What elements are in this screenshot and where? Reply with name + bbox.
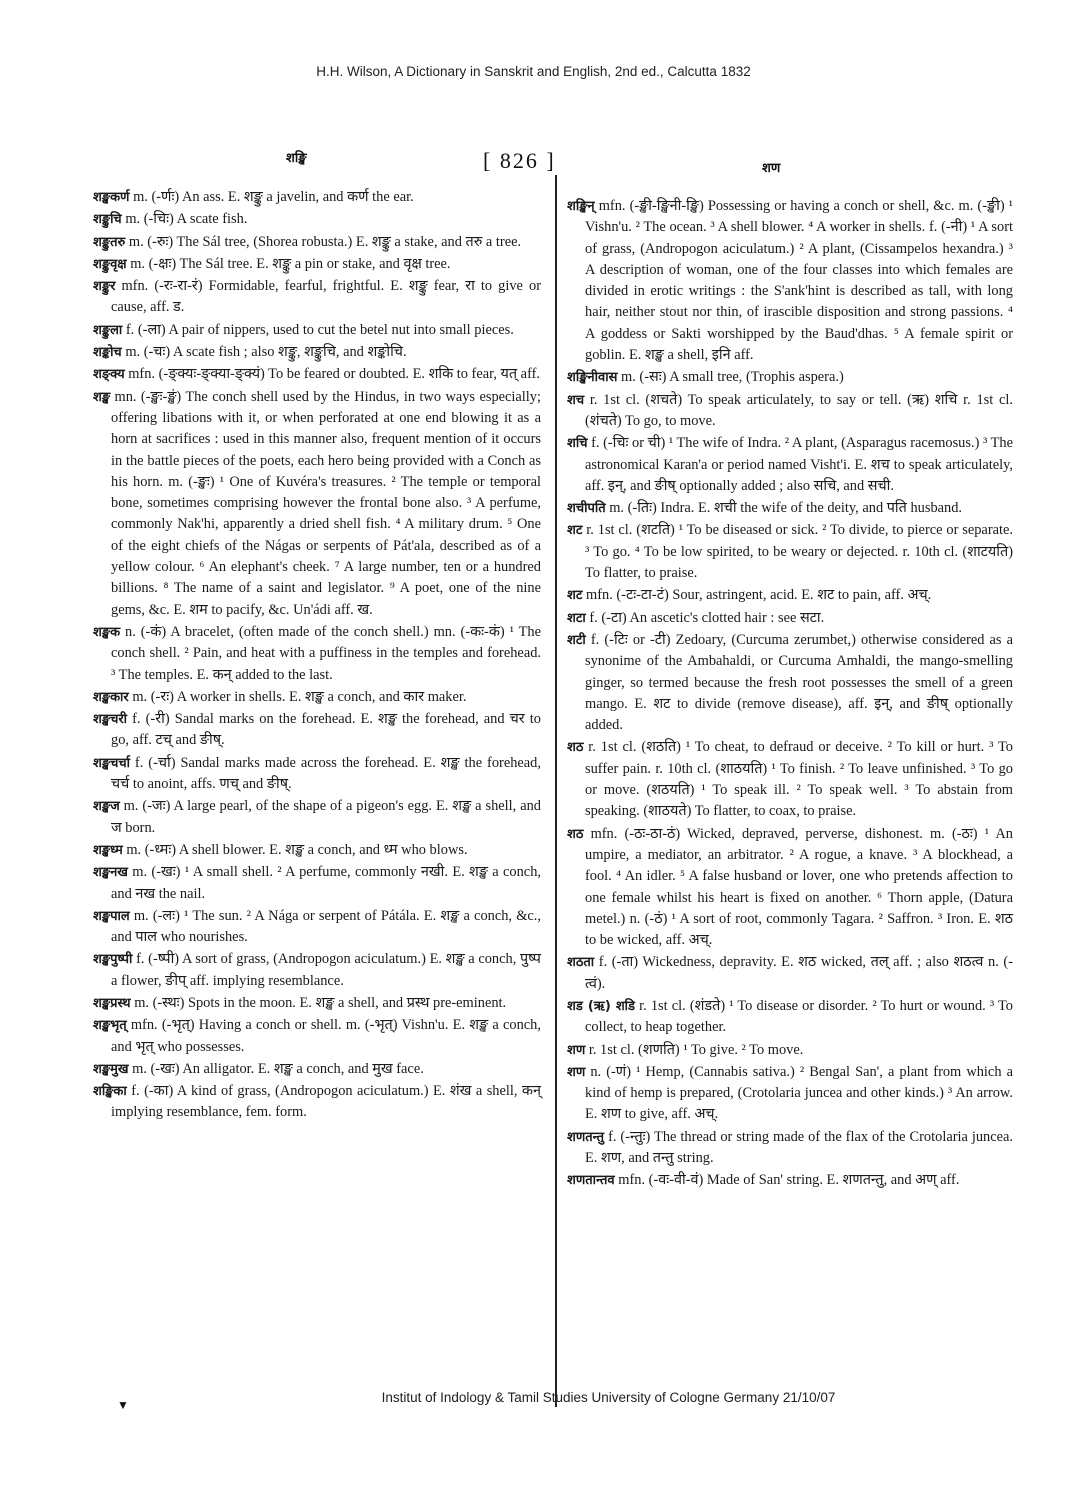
dictionary-entry (567, 952, 1013, 995)
dictionary-entry (567, 1040, 1013, 1061)
dictionary-entry (567, 585, 1013, 606)
dictionary-entry (93, 753, 541, 796)
headword: शङ्खभृत् (93, 1018, 127, 1034)
dictionary-entry (567, 737, 1013, 822)
ink-mark-icon: ▼ (117, 1398, 129, 1412)
definition: mfn. (-टः-टा-टं) Sour, astringent, acid. E. शट to pain, aff. अच्. (586, 587, 932, 604)
headword: शटी (567, 632, 586, 648)
source-caption: H.H. Wilson, A Dictionary in Sanskrit and English, 2nd ed., Calcutta 1832 (316, 64, 751, 79)
dictionary-entry (567, 498, 1013, 519)
headword: शङ्खध्म (93, 842, 123, 858)
headword: शणतान्तव (567, 1173, 615, 1189)
dictionary-entry (567, 630, 1013, 736)
column-divider (555, 175, 557, 1407)
dictionary-entry (93, 622, 541, 686)
headword: शङ्खकार (93, 689, 129, 705)
headword: शठ (567, 826, 584, 842)
definition: f. (-टा) An ascetic's clotted hair : see सटा. (589, 609, 825, 626)
headword: शङ्ख (93, 389, 111, 405)
definition: m. (-चः) A scate fish ; also शङ्कु, शङ्कुचि, and शङ्कोचि. (125, 344, 407, 361)
definition: f. (-री) Sandal marks on the forehead. E. शङ्ख the forehead, and चर to go, aff. टच् and ङीष्. (111, 711, 541, 749)
definition: m. (-रः) A worker in shells. E. शङ्ख a conch, and कार maker. (132, 688, 467, 705)
headword: शङ्क्य (93, 367, 125, 383)
headword: शङ्खज (93, 799, 120, 815)
definition: mfn. (-ठः-ठा-ठं) Wicked, depraved, perverse, dishonest. m. (-ठः) ¹ An umpire, a mediator, an arbitrator. ² A rogue, a knave. ³ A blockhead, a fool. ⁴ An idler. ⁵ A false husband or lover, one who pretends affection to one female whilst his heart is fixed on another. ⁶ Thorn apple, (Datura metel.) n. (-ठं) ¹ A sort of root, commonly Tagara. ² Saffron. ³ Iron. E. शठ to be wicked, aff. अच्. (585, 825, 1013, 949)
definition: m. (-जः) A large pearl, of the shape of a pigeon's egg. E. शङ्ख a shell, and ज born. (111, 798, 541, 836)
headword: शङ्खमुख (93, 1061, 129, 1077)
definition: m. (-रुः) The Sál tree, (Shorea robusta.) E. शङ्कु a stake, and तरु a tree. (128, 233, 522, 250)
headword: शङ्खचरी (93, 712, 128, 728)
definition: n. (-कं) A bracelet, (often made of the conch shell.) mn. (-कः-कं) ¹ The conch shell. ² Pain, and heat with a puffiness in the temples and forehead. ³ The temples. E. कन् added to the last. (111, 623, 541, 683)
definition: m. (-तिः) Indra. E. शची the wife of the deity, and पति husband. (609, 500, 963, 517)
headword: शण (567, 1042, 586, 1058)
headword: शङ्कुवृक्ष (93, 256, 127, 272)
headword: शङ्खिनीवास (567, 370, 618, 386)
dictionary-entry (93, 687, 541, 708)
definition: f. (-ष्पी) A sort of grass, (Andropogon aciculatum.) E. शङ्ख a conch, पुष्प a flower, ङीप् aff. implying resemblance. (111, 951, 541, 989)
definition: m. (-खः) An alligator. E. शङ्ख a conch, and मुख face. (132, 1060, 424, 1077)
headword: शट (567, 523, 583, 539)
headword: शणतन्तु (567, 1129, 605, 1145)
definition: f. (-टिः or -टी) Zedoary, (Curcuma zerumbet,) otherwise considered as a synonime of the Ambahaldi, or Curcuma Amhaldi, the mango-smelling ginger, so termed because the fresh root possesses the smell of a green mango. E. शट to divide (remove disease), aff. इन्, and ङीष् optionally added. (585, 631, 1013, 734)
headword: शङ्खपाल (93, 908, 130, 924)
definition: m. (-स्थः) Spots in the moon. E. शङ्ख a shell, and प्रस्थ pre-eminent. (134, 994, 507, 1011)
definition: r. 1st cl. (शठति) ¹ To cheat, to defraud or deceive. ² To kill or hurt. ³ To suffer pain. r. 10th cl. (शाठयति) ¹ To finish. ² To leave unfinished. ³ To go or move. (शठयति) ¹ To speak ill. ² To speak well. ³ To abstain from speaking. (शाठयते) To flatter, to coax, to praise. (585, 739, 1013, 820)
definition: m. (-सः) A small tree, (Trophis aspera.) (621, 369, 844, 386)
definition: mn. (-ङ्खः-ङ्खं) The conch shell used by the Hindus, in two ways especially; offering libations with it, or when perforated at one end blowing it as a horn at sacrifices : used in this manner also, frequent mention of it occurs in the battle pieces of the poets, each hero being provided with a Conch as his horn. m. (-ङ्खः) ¹ One of Kuvéra's treasures. ² The temple or temporal bone, sometimes comprising however the frontal bone also. ³ A perfume, commonly Nak'hi, apparently a dried shell fish. ⁴ A military drum. ⁵ One of the eight chiefs of the Nágas or serpents of Pát'ala, described as of a yellow colour. ⁶ An elephant's cheek. ⁷ A large number, ten or a hundred billions. ⁸ The name of a saint and legislator. ⁹ A poet, one of the nine gems, &c. E. शम to pacify, &c. Un'ádi aff. ख. (111, 388, 541, 618)
headword: शङ्खचर्चा (93, 755, 130, 771)
definition: f. (-र्चा) Sandal marks made across the forehead. E. शङ्ख the forehead, चर्च to anoint, affs. णच् and ङीष्. (111, 754, 541, 793)
dictionary-entry (567, 1062, 1013, 1126)
headword: शच (567, 392, 585, 408)
page-number: [ 826 ] (483, 148, 556, 173)
headword: शङ्कुचि (93, 212, 122, 228)
dictionary-entry (567, 1127, 1013, 1170)
definition: f. (-ता) Wickedness, depravity. E. शठ wicked, तल् aff. ; also शठत्व n. (-त्वं). (585, 954, 1013, 992)
definition: m. (-र्णः) An ass. E. शङ्कु a javelin, and कर्ण the ear. (133, 189, 414, 205)
footer-caption: Institut of Indology & Tamil Studies University of Cologne Germany 21/10/07 (381, 1390, 836, 1405)
dictionary-entry (93, 906, 541, 949)
headword: शचीपति (567, 501, 606, 517)
dictionary-entry (93, 1081, 541, 1124)
headword: शङ्कुला (93, 322, 123, 338)
dictionary-entry (93, 254, 541, 275)
dictionary-entry (93, 320, 541, 341)
definition: m. (-ध्मः) A shell blower. E. शङ्ख a conch, and ध्म who blows. (126, 841, 468, 858)
headword: शटा (567, 610, 586, 626)
dictionary-entry (93, 862, 541, 905)
running-head-right: शण (762, 161, 781, 176)
headword: शङ्कोच (93, 345, 122, 361)
dictionary-entry (567, 433, 1013, 497)
headword: शट (567, 588, 583, 604)
dictionary-entry (567, 608, 1013, 629)
dictionary-entry (93, 993, 541, 1014)
dictionary-entry (93, 796, 541, 839)
definition: m. (-लः) ¹ The sun. ² A Nága or serpent of Pátála. E. शङ्ख a conch, &c., and पाल who nourishes. (111, 907, 541, 946)
dictionary-entry (93, 949, 541, 992)
headword: शठ (567, 740, 584, 756)
dictionary-entry (93, 232, 541, 253)
definition: r. 1st cl. (शंडते) ¹ To disease or disorder. ² To hurt or wound. ³ To collect, to heap together. (585, 997, 1014, 1036)
definition: r. 1st cl. (शचते) To speak articulately, to say or tell. (ऋ) शचि r. 1st cl. (शंचते) To go, to move. (585, 391, 1013, 429)
definition: f. (-न्तुः) The thread or string made of the flax of the Crotolaria juncea. E. शण, and तन्तु string. (585, 1128, 1013, 1167)
definition: mfn. (-भृत्) Having a conch or shell. m. (-भृत्) Vishn'u. E. शङ्ख a conch, and भृत् who possesses. (111, 1017, 541, 1055)
left-column (93, 187, 541, 1125)
dictionary-entry (567, 520, 1013, 584)
running-head-left: शङ्खि (286, 151, 307, 166)
headword: शङ्कुतरु (93, 234, 126, 250)
definition: m. (-क्षः) The Sál tree. E. शङ्कु a pin or stake, and वृक्ष tree. (130, 255, 451, 272)
dictionary-entry (93, 364, 541, 385)
dictionary-entry (567, 996, 1013, 1039)
definition: f. (-चिः or ची) ¹ The wife of Indra. ² A plant, (Asparagus racemosus.) ³ The astronomical Karan'a or period named Visht'i. E. शच to speak articulately, aff. इन्, and ङीष् optionally added ; also सचि, and सची. (585, 435, 1013, 494)
headword: शङ्खपुष्पी (93, 952, 133, 968)
definition: r. 1st cl. (शणति) ¹ To give. ² To move. (588, 1041, 804, 1058)
headword: शङ्खक (93, 624, 121, 640)
dictionary-entry (93, 1059, 541, 1080)
dictionary-entry (93, 387, 541, 621)
headword: शङ्खिन् (567, 199, 595, 214)
right-column (567, 196, 1013, 1193)
dictionary-entry (567, 367, 1013, 388)
headword: शङ्कुर (93, 279, 116, 295)
definition: mfn. (-ङ्खी-ङ्खिनी-ङ्खि) Possessing or having a conch or shell, &c. m. (-ङ्खी) ¹ Vishn'u. ² The ocean. ³ A shell blower. ⁴ A worker in shells. f. (-नी) ¹ A sort of grass, (Andropogon aciculatum.) ² A plant, (Cissampelos hexandra.) ³ A description of woman, one of the four classes into which females are divided in erotic writings : the S'ank'hint is described as tall, with long hair, neither stout nor thin, of irascible disposition and strong passions. ⁴ A goddess or Sakti worshipped by the Baud'dhas. ⁵ A female spirit or goblin. E. शङ्ख a shell, इनि aff. (585, 198, 1013, 364)
dictionary-entry (93, 709, 541, 752)
headword: शङ्खप्रस्थ (93, 995, 131, 1011)
headword: शण (567, 1064, 586, 1080)
definition: m. (-खः) ¹ A small shell. ² A perfume, commonly नखी. E. शङ्ख a conch, and नख the nail. (111, 864, 541, 902)
dictionary-entry (93, 342, 541, 363)
definition: n. (-णं) ¹ Hemp, (Cannabis sativa.) ² Bengal San', a plant from which a kind of hemp is prepared, (Crotolaria juncea and other kinds.) ³ An arrow. E. शण to give, aff. अच्. (585, 1063, 1013, 1123)
definition: r. 1st cl. (शटति) ¹ To be diseased or sick. ² To divide, to pierce or separate. ³ To go. ⁴ To be low spirited, to be weary or dejected. r. 10th cl. (शाटयति) To flatter, to praise. (585, 522, 1013, 582)
headword: शड (ऋ) शडि (567, 998, 636, 1014)
definition: f. (-का) A kind of grass, (Andropogon aciculatum.) E. शंख a shell, कन् implying resemblance, fem. form. (111, 1083, 541, 1121)
definition: m. (-चिः) A scate fish. (125, 211, 248, 228)
definition: mfn. (-रः-रा-रं) Formidable, fearful, frightful. E. शङ्कु fear, रा to give or cause, aff. ड. (111, 278, 541, 316)
headword: शठता (567, 955, 595, 971)
headword: शङ्खिका (93, 1084, 127, 1100)
dictionary-entry (567, 824, 1013, 952)
dictionary-entry (567, 1170, 1013, 1191)
dictionary-entry (567, 390, 1013, 433)
dictionary-entry (567, 196, 1013, 366)
dictionary-entry (93, 209, 541, 230)
headword: शङ्खकर्ण (93, 190, 130, 205)
headword: शङ्खनख (93, 865, 128, 881)
headword: शचि (567, 436, 588, 452)
dictionary-entry (93, 187, 541, 208)
definition: mfn. (-ङ्क्यः-ङ्क्या-ङ्क्यं) To be feared or doubted. E. शकि to fear, यत् aff. (128, 366, 540, 383)
dictionary-entry (93, 276, 541, 319)
dictionary-entry (93, 1015, 541, 1058)
definition: mfn. (-वः-वी-वं) Made of San' string. E. शणतन्तु, and अण् aff. (618, 1172, 960, 1189)
definition: f. (-ला) A pair of nippers, used to cut the betel nut into small pieces. (125, 321, 514, 338)
dictionary-entry (93, 840, 541, 861)
